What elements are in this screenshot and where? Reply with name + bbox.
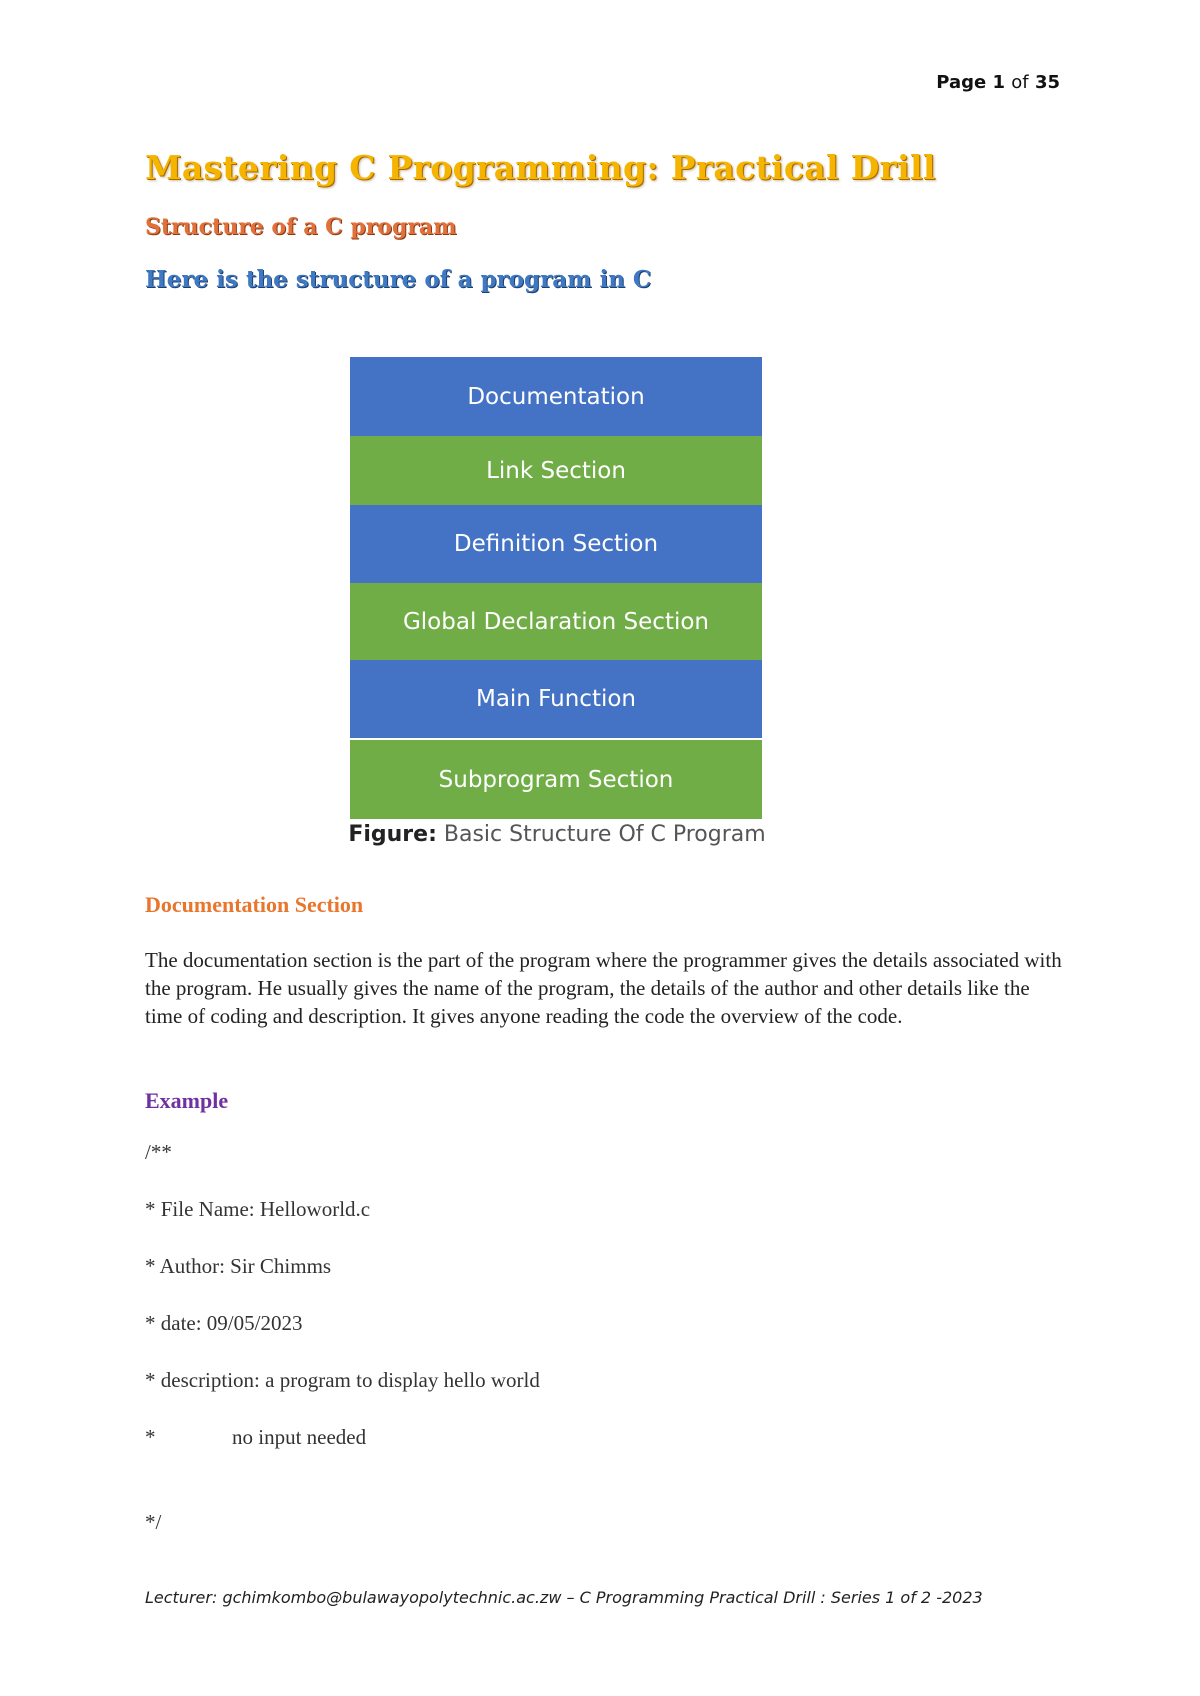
- code-line-author: * Author: Sir Chimms: [145, 1254, 332, 1278]
- figure-caption-text: Basic Structure Of C Program: [443, 822, 766, 847]
- document-title: Mastering C Programming: Practical Drill: [145, 148, 936, 187]
- page-number: [936, 72, 1060, 93]
- page-footer: Lecturer: gchimkombo@bulawayopolytechnic.ac.zw – C Programming Practical Drill : Series 1 of 2 -2023: [145, 1588, 983, 1607]
- code-line-star: *: [145, 1425, 156, 1449]
- code-line-date: * date: 09/05/2023: [145, 1311, 303, 1335]
- example-heading: Example: [145, 1088, 229, 1113]
- page-of: of: [1011, 72, 1029, 93]
- intro-heading: Here is the structure of a program in C: [145, 266, 652, 293]
- block-link-section: Link Section: [350, 436, 762, 505]
- c-structure-figure: [350, 357, 762, 819]
- page-current: 1: [992, 72, 1006, 93]
- figure-caption-label: Figure:: [348, 822, 437, 847]
- code-line-close: */: [145, 1510, 162, 1534]
- page-total: 35: [1034, 72, 1060, 93]
- documentation-section-heading: Documentation Section: [145, 892, 364, 917]
- block-global-declaration-section: Global Declaration Section: [350, 583, 762, 660]
- code-line-file-name: * File Name: Helloworld.c: [145, 1197, 371, 1221]
- code-line-open: /**: [145, 1140, 172, 1164]
- block-documentation: Documentation: [350, 357, 762, 436]
- code-line-no-input: [145, 1425, 366, 1450]
- block-main-function: Main Function: [350, 660, 762, 738]
- block-subprogram-section: Subprogram Section: [350, 740, 762, 819]
- figure-caption: [347, 822, 767, 847]
- code-line-no-input-text: no input needed: [232, 1425, 367, 1449]
- documentation-paragraph: The documentation section is the part of the program where the programmer gives the details associated with the program. He usually gives the name of the program, the details of the author and other details like the time of coding and description. It gives anyone reading the code the overview of the code.: [145, 948, 1062, 1028]
- block-definition-section: Definition Section: [350, 505, 762, 583]
- section-title: Structure of a C program: [145, 214, 457, 240]
- code-line-description: * description: a program to display hello world: [145, 1368, 540, 1392]
- page-word: Page: [936, 72, 987, 93]
